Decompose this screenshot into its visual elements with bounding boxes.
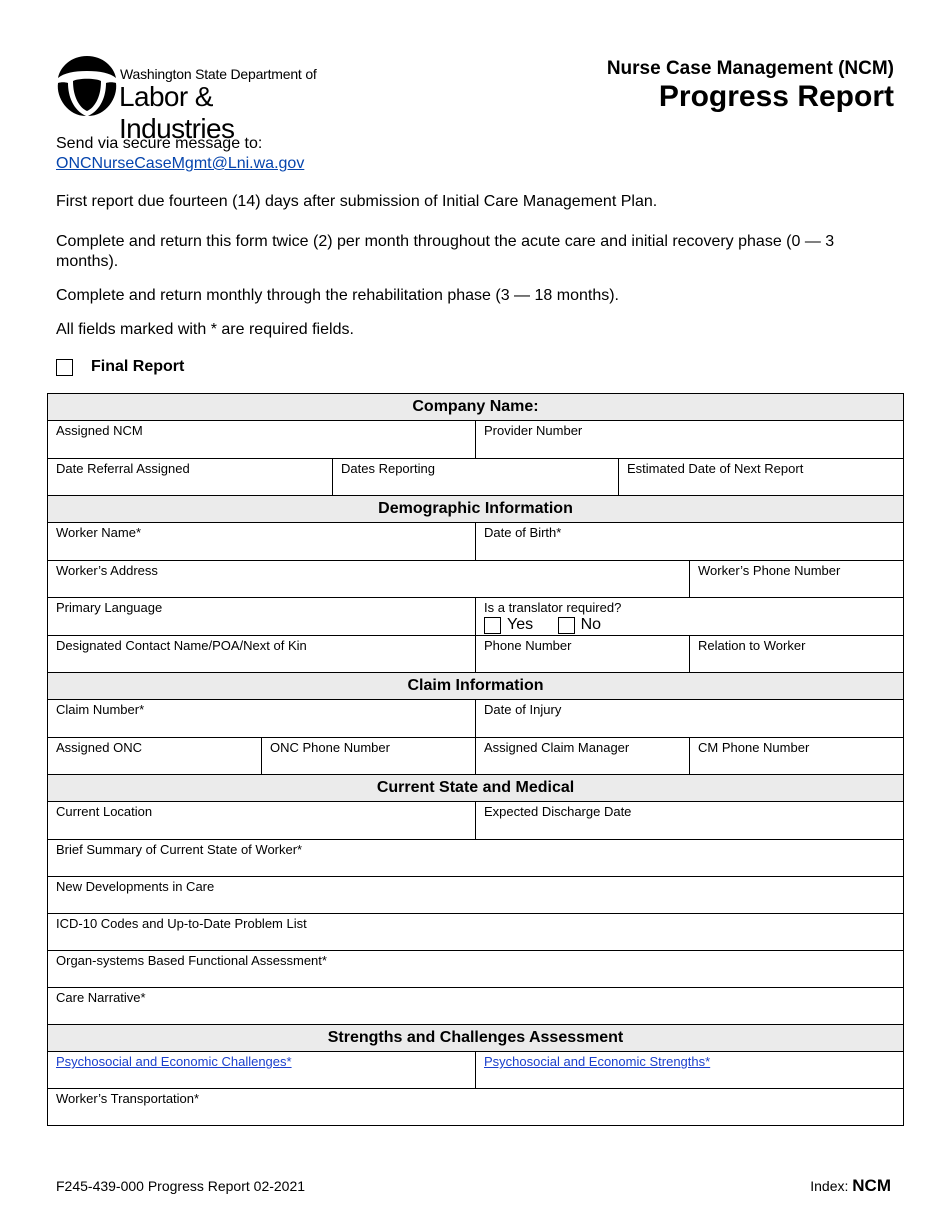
current-location-field[interactable] — [48, 802, 476, 840]
care-narrative-label: Care Narrative* — [56, 990, 146, 1005]
relation-field[interactable] — [690, 636, 904, 673]
provider-number-field[interactable] — [476, 421, 904, 459]
intro-paragraph-4: All fields marked with * are required fields. — [56, 321, 354, 338]
dates-reporting-field[interactable] — [333, 459, 619, 496]
cm-phone-field[interactable] — [690, 738, 904, 775]
dob-label: Date of Birth* — [484, 525, 562, 540]
psychosocial-strengths-link[interactable]: Psychosocial and Economic Strengths* — [484, 1054, 711, 1069]
strengths-header: Strengths and Challenges Assessment — [48, 1025, 904, 1052]
dates-reporting-label: Dates Reporting — [341, 461, 435, 476]
transportation-field[interactable] — [48, 1089, 904, 1126]
onc-phone-label: ONC Phone Number — [270, 740, 390, 755]
final-report-checkbox[interactable] — [56, 359, 73, 376]
form-index — [810, 1176, 891, 1196]
cm-phone-label: CM Phone Number — [698, 740, 810, 755]
translator-no-checkbox[interactable] — [558, 617, 575, 634]
icd10-field[interactable] — [48, 914, 904, 951]
worker-address-label: Worker’s Address — [56, 563, 158, 578]
assigned-onc-field[interactable] — [48, 738, 262, 775]
translator-question: Is a translator required? — [484, 600, 622, 615]
care-narrative-field[interactable] — [48, 988, 904, 1025]
assigned-cm-label: Assigned Claim Manager — [484, 740, 630, 755]
worker-name-field[interactable] — [48, 523, 476, 561]
form-id: F245-439-000 Progress Report 02-2021 — [56, 1178, 306, 1194]
claim-number-label: Claim Number* — [56, 702, 145, 717]
psychosocial-challenges-field[interactable] — [48, 1052, 476, 1089]
contact-phone-label: Phone Number — [484, 638, 572, 653]
transportation-label: Worker’s Transportation* — [56, 1091, 200, 1106]
send-via-text: Send via secure message to: — [56, 135, 263, 152]
translator-no-label: No — [580, 616, 602, 633]
dob-field[interactable] — [476, 523, 904, 561]
brief-summary-label: Brief Summary of Current State of Worker* — [56, 842, 303, 857]
date-injury-field[interactable] — [476, 700, 904, 738]
index-label: Index: — [810, 1178, 849, 1194]
assigned-ncm-field[interactable] — [48, 421, 476, 459]
worker-phone-label: Worker’s Phone Number — [698, 563, 841, 578]
claim-number-field[interactable] — [48, 700, 476, 738]
translator-field — [476, 598, 904, 636]
psychosocial-strengths-field[interactable] — [476, 1052, 904, 1089]
claim-info-header: Claim Information — [48, 673, 904, 700]
designated-contact-field[interactable] — [48, 636, 476, 673]
company-name-header: Company Name: — [48, 394, 904, 421]
contact-phone-field[interactable] — [476, 636, 690, 673]
agency-logo-mark-icon — [56, 54, 118, 118]
psychosocial-challenges-link[interactable]: Psychosocial and Economic Challenges* — [56, 1054, 292, 1069]
worker-address-field[interactable] — [48, 561, 690, 598]
new-developments-field[interactable] — [48, 877, 904, 914]
icd10-label: ICD-10 Codes and Up-to-Date Problem List — [56, 916, 307, 931]
new-developments-label: New Developments in Care — [56, 879, 215, 894]
current-location-label: Current Location — [56, 804, 153, 819]
final-report-option[interactable] — [56, 358, 184, 376]
intro-paragraph-2: Complete and return this form twice (2) per month throughout the acute care and initial recovery phase (0 — 3 months). — [56, 233, 835, 270]
intro-paragraph-1: First report due fourteen (14) days after submission of Initial Care Management Plan. — [56, 193, 658, 210]
intro-paragraph-3: Complete and return monthly through the rehabilitation phase (3 — 18 months). — [56, 287, 619, 304]
form-title: Progress Report — [658, 80, 894, 113]
translator-yes-label: Yes — [507, 616, 534, 633]
relation-label: Relation to Worker — [698, 638, 806, 653]
brief-summary-field[interactable] — [48, 840, 904, 877]
est-next-report-field[interactable] — [619, 459, 904, 496]
organ-systems-field[interactable] — [48, 951, 904, 988]
current-state-header: Current State and Medical — [48, 775, 904, 802]
expected-discharge-label: Expected Discharge Date — [484, 804, 632, 819]
worker-name-label: Worker Name* — [56, 525, 142, 540]
logo-agency-text: Labor & Industries — [119, 81, 235, 144]
expected-discharge-field[interactable] — [476, 802, 904, 840]
final-report-label: Final Report — [91, 358, 185, 375]
assigned-cm-field[interactable] — [476, 738, 690, 775]
est-next-report-label: Estimated Date of Next Report — [627, 461, 804, 476]
assigned-ncm-label: Assigned NCM — [56, 423, 143, 438]
index-value: NCM — [852, 1176, 891, 1195]
assigned-onc-label: Assigned ONC — [56, 740, 142, 755]
worker-phone-field[interactable] — [690, 561, 904, 598]
provider-number-label: Provider Number — [484, 423, 583, 438]
progress-report-form — [47, 393, 904, 1126]
primary-language-label: Primary Language — [56, 600, 163, 615]
organ-systems-label: Organ-systems Based Functional Assessment* — [56, 953, 327, 968]
primary-language-field[interactable] — [48, 598, 476, 636]
onc-phone-field[interactable] — [262, 738, 476, 775]
form-subtitle: Nurse Case Management (NCM) — [606, 58, 894, 79]
demographic-header: Demographic Information — [48, 496, 904, 523]
date-referral-label: Date Referral Assigned — [56, 461, 190, 476]
designated-contact-label: Designated Contact Name/POA/Next of Kin — [56, 638, 307, 653]
date-injury-label: Date of Injury — [484, 702, 562, 717]
logo-dept-text: Washington State Department of — [120, 66, 317, 82]
email-link[interactable]: ONCNurseCaseMgmt@Lni.wa.gov — [56, 155, 305, 172]
date-referral-field[interactable] — [48, 459, 333, 496]
translator-yes-checkbox[interactable] — [484, 617, 501, 634]
